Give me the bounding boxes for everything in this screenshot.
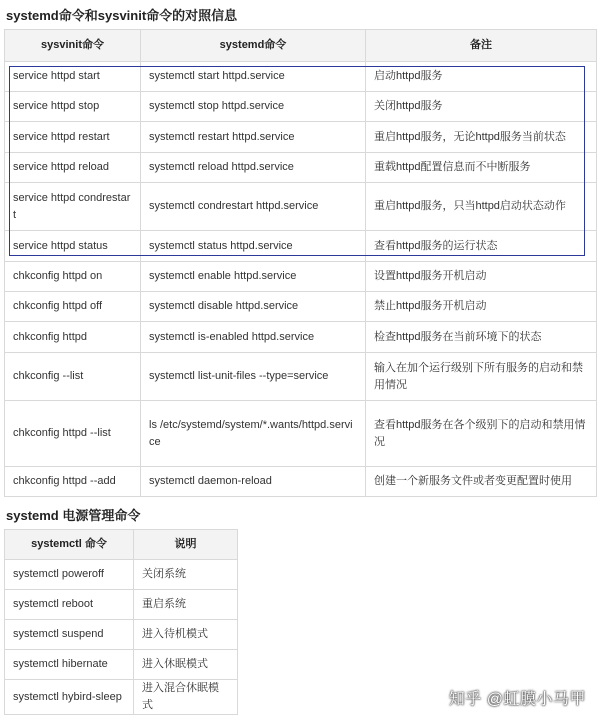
sysvinit-cell: chkconfig --list: [5, 353, 141, 401]
table-row: [5, 292, 597, 322]
section-title-power: systemd 电源管理命令: [6, 508, 141, 523]
description-cell: 关闭系统: [134, 560, 238, 590]
description-cell: 重启系统: [134, 590, 238, 620]
command-cell: systemctl suspend: [5, 620, 134, 650]
systemd-cell: systemctl list-unit-files --type=service: [141, 353, 366, 401]
table-row: [5, 231, 597, 262]
command-cell: systemctl hybird-sleep: [5, 680, 134, 715]
table-row: [5, 62, 597, 92]
description-cell: 进入休眠模式: [134, 650, 238, 680]
systemd-cell: systemctl stop httpd.service: [141, 92, 366, 122]
note-cell: 设置httpd服务开机启动: [366, 262, 597, 292]
note-cell: 输入在加个运行级别下所有服务的启动和禁用情况: [366, 353, 597, 401]
table-header-row: [5, 530, 238, 560]
table-row: [5, 353, 597, 401]
table-header-row: [5, 30, 597, 62]
sysvinit-cell: service httpd stop: [5, 92, 141, 122]
table-row: [5, 650, 238, 680]
column-header: 说明: [134, 530, 238, 560]
table-row: [5, 590, 238, 620]
table-row: [5, 467, 597, 497]
description-cell: 进入混合休眠模式: [134, 680, 238, 715]
systemd-cell: systemctl status httpd.service: [141, 231, 366, 262]
systemd-cell: systemctl reload httpd.service: [141, 153, 366, 183]
sysvinit-cell: service httpd reload: [5, 153, 141, 183]
command-cell: systemctl poweroff: [5, 560, 134, 590]
systemd-cell: systemctl condrestart httpd.service: [141, 183, 366, 231]
description-cell: 进入待机模式: [134, 620, 238, 650]
watermark: 知乎 @虹膜小马甲: [448, 691, 586, 708]
note-cell: 查看httpd服务在各个级别下的启动和禁用情况: [366, 401, 597, 467]
table-row: [5, 620, 238, 650]
note-cell: 创建一个新服务文件或者变更配置时使用: [366, 467, 597, 497]
table-row: [5, 262, 597, 292]
table-row: [5, 560, 238, 590]
note-cell: 启动httpd服务: [366, 62, 597, 92]
note-cell: 重载httpd配置信息而不中断服务: [366, 153, 597, 183]
systemd-cell: systemctl restart httpd.service: [141, 122, 366, 153]
systemd-cell: ls /etc/systemd/system/*.wants/httpd.service: [141, 401, 366, 467]
systemd-cell: systemctl start httpd.service: [141, 62, 366, 92]
column-header: systemd命令: [141, 30, 366, 62]
note-cell: 检查httpd服务在当前环境下的状态: [366, 322, 597, 353]
systemd-cell: systemctl disable httpd.service: [141, 292, 366, 322]
note-cell: 重启httpd服务，无论httpd服务当前状态: [366, 122, 597, 153]
systemd-cell: systemctl is-enabled httpd.service: [141, 322, 366, 353]
command-cell: systemctl hibernate: [5, 650, 134, 680]
note-cell: 重启httpd服务，只当httpd启动状态动作: [366, 183, 597, 231]
note-cell: 禁止httpd服务开机启动: [366, 292, 597, 322]
sysvinit-cell: chkconfig httpd: [5, 322, 141, 353]
table-row: [5, 322, 597, 353]
sysvinit-cell: service httpd status: [5, 231, 141, 262]
sysvinit-cell: service httpd restart: [5, 122, 141, 153]
systemd-cell: systemctl enable httpd.service: [141, 262, 366, 292]
column-header: systemctl 命令: [5, 530, 134, 560]
power-commands-table: [4, 529, 238, 715]
table-row: [5, 183, 597, 231]
systemd-cell: systemctl daemon-reload: [141, 467, 366, 497]
section-title-comparison: systemd命令和sysvinit命令的对照信息: [6, 8, 238, 23]
sysvinit-cell: chkconfig httpd off: [5, 292, 141, 322]
table-row: [5, 92, 597, 122]
table-row: [5, 401, 597, 467]
column-header: 备注: [366, 30, 597, 62]
table-row: [5, 122, 597, 153]
command-cell: systemctl reboot: [5, 590, 134, 620]
note-cell: 查看httpd服务的运行状态: [366, 231, 597, 262]
comparison-table: [4, 29, 597, 497]
sysvinit-cell: chkconfig httpd on: [5, 262, 141, 292]
column-header: sysvinit命令: [5, 30, 141, 62]
note-cell: 关闭httpd服务: [366, 92, 597, 122]
table-row: [5, 153, 597, 183]
sysvinit-cell: chkconfig httpd --add: [5, 467, 141, 497]
table-row: [5, 680, 238, 715]
sysvinit-cell: service httpd start: [5, 62, 141, 92]
sysvinit-cell: chkconfig httpd --list: [5, 401, 141, 467]
sysvinit-cell: service httpd condrestart: [5, 183, 141, 231]
